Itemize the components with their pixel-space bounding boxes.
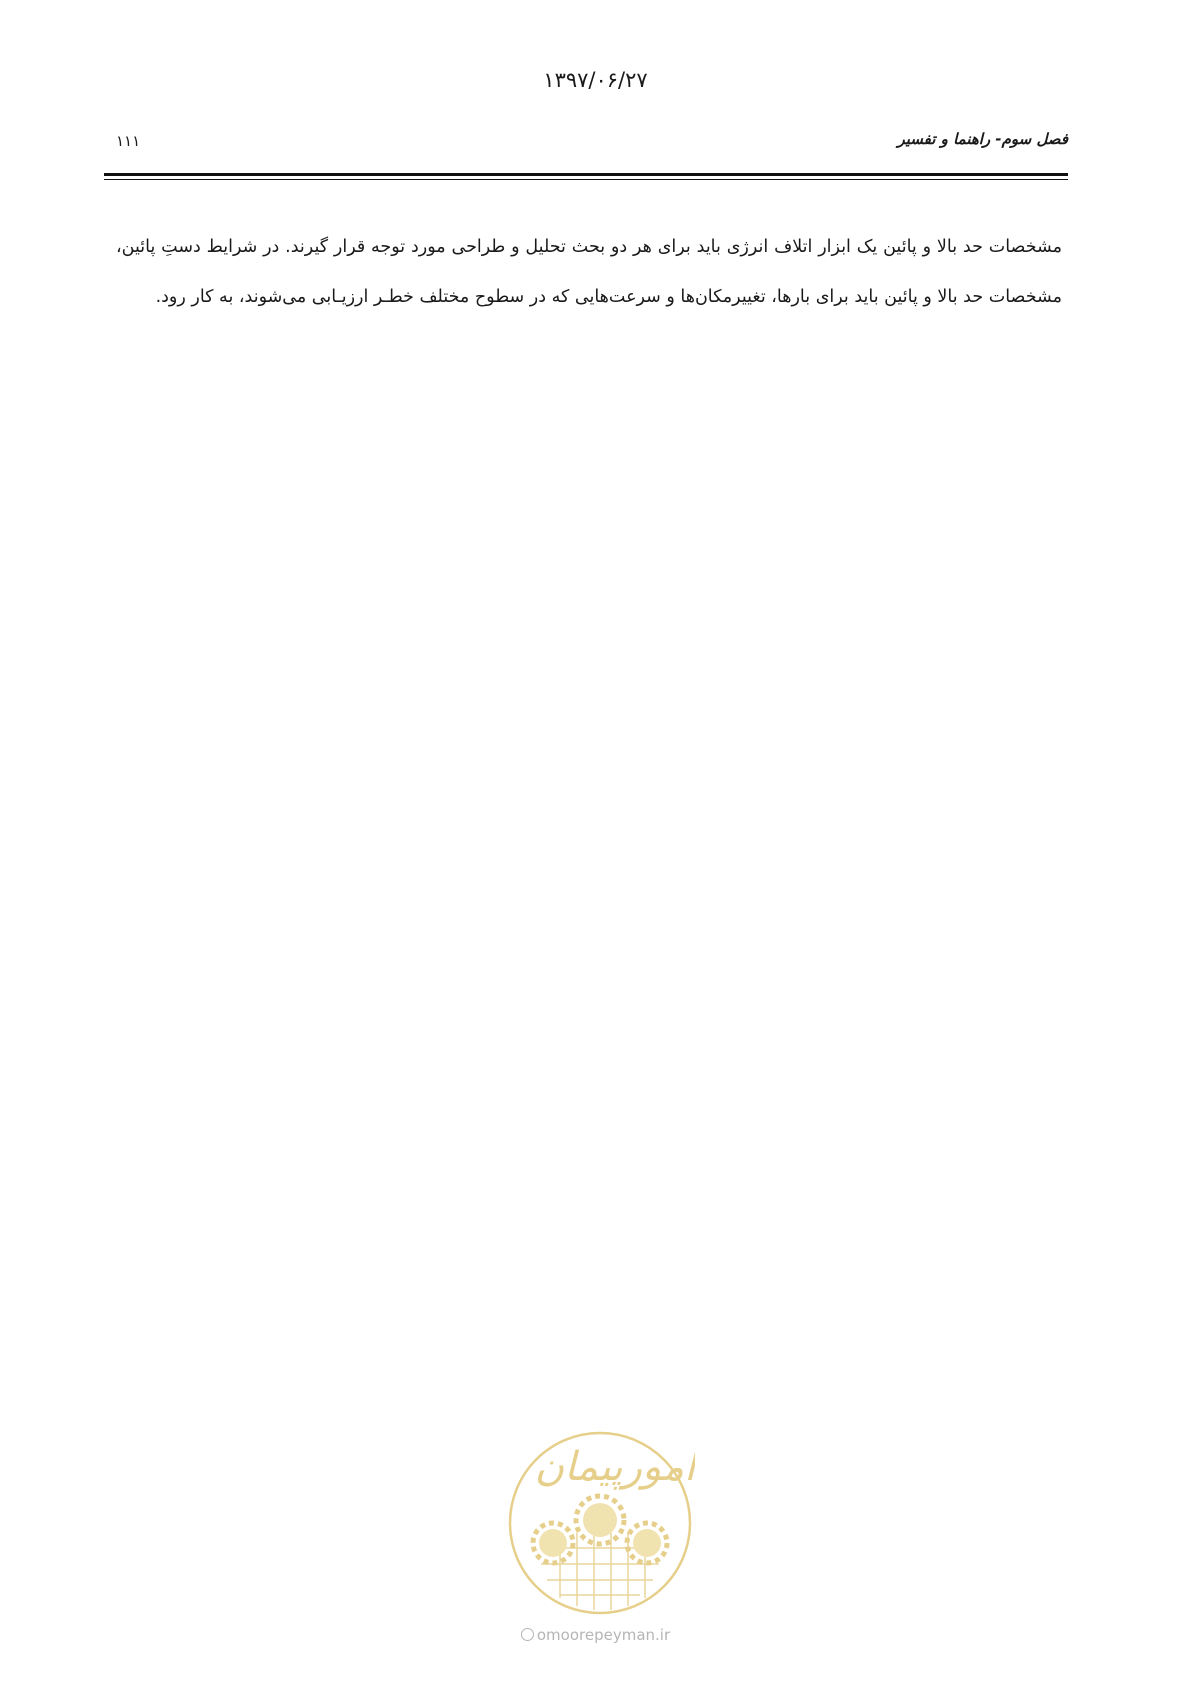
page-header [104, 130, 1068, 158]
document-date: ۱۳۹۷/۰۶/۲۷ [543, 68, 648, 92]
header-rule-thin [104, 179, 1068, 180]
header-rule-thick [104, 173, 1068, 176]
page-number: ۱۱۱ [116, 132, 141, 150]
watermark-url [0, 1626, 1191, 1644]
watermark-logo-text: امورپیمان [534, 1444, 695, 1490]
watermark-url-text: omoorepeyman.ir [536, 1626, 671, 1644]
chapter-title: فصل سوم- راهنما و تفسیر [897, 130, 1068, 148]
watermark-logo [505, 1428, 695, 1618]
body-paragraph: مشخصات حد بالا و پائین یک ابزار اتلاف انرژی باید برای هر دو بحث تحلیل و طراحی مورد توجه قرار گیرند. در شرایط دستِ پائین، مشخصات حد بالا و پائین باید برای بارها، تغییرمکان‌ها و سرعت‌هایی که در سطوح مختلف خطـر ارزیـابی می‌شوند، به کار رود. [116, 237, 1062, 307]
globe-icon [521, 1628, 534, 1641]
